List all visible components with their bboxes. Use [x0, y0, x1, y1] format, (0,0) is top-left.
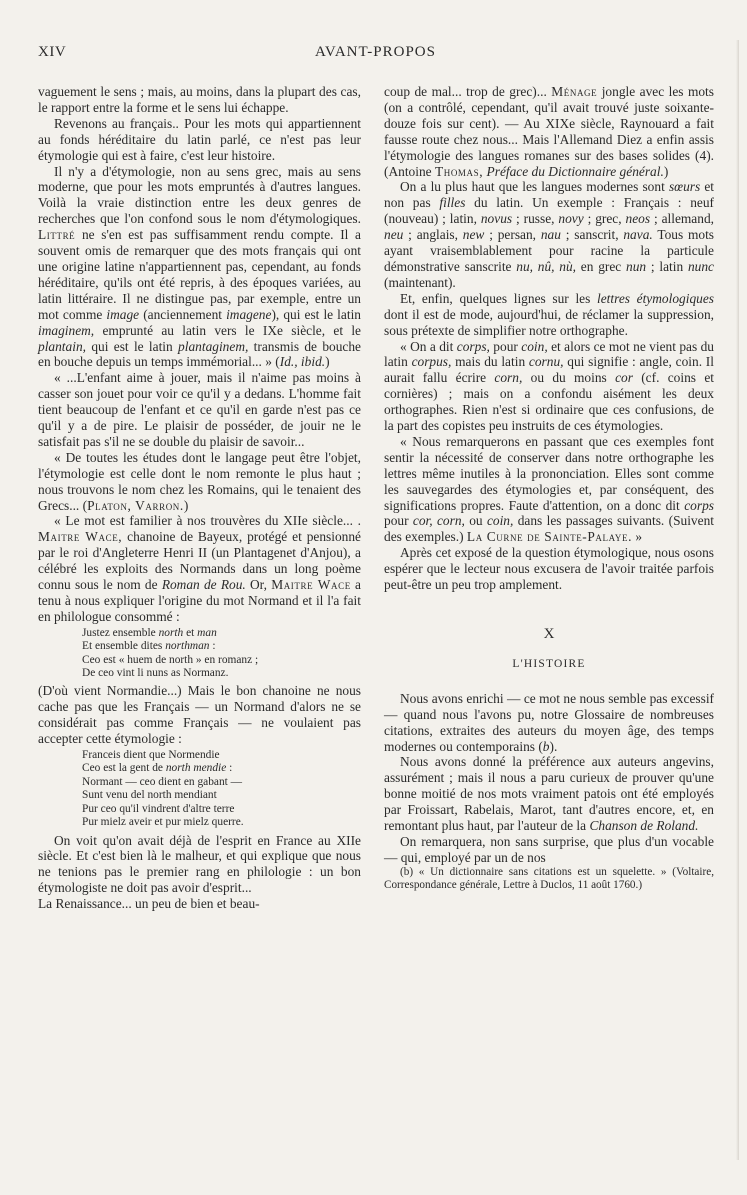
footnote: (b) « Un dictionnaire sans citations est un squelette. » (Voltaire, Correspondance générale, Lettre à Duclos, 11 août 1760.) [384, 865, 714, 891]
paragraph: « Le mot est familier à nos trouvères du XIIe siècle... . Maitre Wace, chanoine de Bayeux, protégé et pensionné par le roi d'Angleterre Henri II (un Plantagenet d'Anjou), a célébré les exploits des Normands dans un long poème connu sous le nom de Roman de Rou. Or, Maitre Wace a tenu à nous expliquer l'origine du mot Normand et il l'a fait en philologue consommé : [38, 513, 362, 624]
verse-quote [38, 627, 361, 681]
paragraph: Revenons au français.. Pour les mots qui appartiennent au fonds héréditaire du latin parlé, ce n'est pas leur étymologie qui est à faire, c'est leur histoire. [38, 115, 361, 163]
left-column [38, 84, 361, 912]
paragraph: On voit qu'on avait déjà de l'esprit en France au XIIe siècle. Et c'est bien là le malheur, et qui explique que nous ne tenions pas le premier rang en philologie : un bon étymologiste ne doit pas avoir d'esprit... [38, 832, 361, 896]
paragraph: Nous avons enrichi — ce mot ne nous semble pas excessif — quand nous l'avons pu, notre Glossaire de nombreuses citations, extraites des auteurs du moyen âge, des temps modernes ou contemporains (b). [384, 690, 714, 754]
paragraph: Après cet exposé de la question étymologique, nous osons espérer que le lecteur nous excusera de l'avoir traitée parfois peut-être un peu trop amplement. [384, 545, 714, 593]
paragraph: Et, enfin, quelques lignes sur les lettres étymologiques dont il est de mode, aujourd'hui, de réclamer la suppression, sous prétexte de simplifier notre orthographe. [384, 290, 714, 338]
paragraph: On a lu plus haut que les langues modernes sont sœurs et non pas filles du latin. Un exemple : Français : neuf (nouveau) ; latin, novus ; russe, novy ; grec, neos ; allemand, neu ; anglais, new ; persan, nau ; sanscrit, nava. Tous mots ayant vraisemblablement pour racine la particule démonstrative sanscrite nu, nû, nù, en grec nun ; latin nunc (maintenant). [384, 179, 715, 290]
paragraph: « De toutes les études dont le langage peut être l'objet, l'étymologie est celle dont le nom remonte le plus haut ; nous trouvons le nom chez les Romains, qui le tenaient des Grecs... (Platon, Varron.) [38, 449, 361, 513]
page-edge-shadow [736, 40, 739, 1160]
paragraph: Nous avons donné la préférence aux auteurs angevins, assurément ; mais il nous a paru curieux de prouver qu'une bonne moitié de nos mots vraiment patois ont été employés par Froissart, Rabelais, Marot, tant d'autres encore, et, en remontant plus haut, par l'auteur de la Chanson de Roland. [384, 754, 714, 834]
verse-line: Ceo est « huem de north » en romanz ; [82, 653, 259, 666]
verse-line: Sunt venu del north mendiant [82, 789, 217, 802]
paragraph: « Nous remarquerons en passant que ces exemples font sentir la nécessité de conserver dans notre orthographe les lettres même inutiles à la prononciation. Elles sont comme les sauvegardes des étymologies et, par conséquent, des significations propres. Faute d'attention, on a donc dit corps pour cor, corn, ou coin, dans les passages suivants. (Suivent des exemples.) La Curne de Sainte-Palaye. » [384, 433, 714, 545]
verse-line: Pur ceo qu'il vindrent d'altre terre [82, 802, 235, 815]
paragraph: coup de mal... trop de grec)... Ménage jongle avec les mots (on a contrôlé, cependant, qu'il avait trouvé juste soixante-douze fois sur cent). — Au XIXe siècle, Raynouard a fait fausse route chez nous... Mais l'Allemand Diez a enfin assis l'étymologie des langues romanes sur des bases solides (4). (Antoine Thomas, Préface du Dictionnaire général.) [384, 84, 714, 179]
section-title: L'HISTOIRE [512, 657, 586, 670]
verse-line: Ceo est la gent de north mendie : [82, 762, 233, 775]
footnote-mark: (b) [400, 865, 414, 878]
verse-line: De ceo vint li nuns as Normanz. [82, 667, 229, 680]
verse-line: Justez ensemble north et man [82, 626, 217, 639]
paragraph: « ...L'enfant aime à jouer, mais il n'aime pas moins à casser son jouet pour voir ce qu'il y a dedans. L'homme fait tient beaucoup de l'enfant et ce qu'il en garde n'est pas ce qu'il y a de pire. Le plaisir de posséder, de jouir ne le satisfait pas s'il ne se double du plaisir de savoir... [38, 370, 361, 449]
paragraph: « On a dit corps, pour coin, et alors ce mot ne vient pas du latin corpus, mais du latin cornu, qui signifie : angle, coin. Il aurait fallu écrire corn, ou du moins cor (cf. coins et cornières) ; mais on a confondu aisément les deux orthographes. Rien n'est si ordinaire que ces confusions, de la part des copistes peu instruits de ces étymologies. [384, 338, 715, 434]
page-number: XIV [38, 44, 67, 60]
section-number: X [543, 626, 555, 642]
paragraph: La Renaissance... un peu de bien et beau- [38, 896, 260, 912]
paragraph: Il n'y a d'étymologie, non au sens grec, mais au sens moderne, que pour les mots empruntés à d'autres langues. Voilà la vraie distinction entre les deux genres de recherches que l'on confond sous le nom d'étymologiques. Littré ne s'en est pas suffisamment rendu compte. Il a souvent omis de remarquer que des mots français qui ont une origine latine n'appartiennent pas, cependant, au fonds héréditaire, qu'ils ont été repris, à des époques variées, au latin littéraire. Il ne distingue pas, par exemple, entre un mot comme image (anciennement imagene), qui est le latin imaginem, emprunté au latin vers le IXe siècle, et le plantain, qui est le latin plantaginem, transmis de bouche en bouche depuis un temps immémorial... » (Id., ibid.) [38, 163, 361, 370]
paragraph: vaguement le sens ; mais, au moins, dans la plupart des cas, le rapport entre la forme et le sens lui échappe. [38, 84, 361, 115]
running-header [38, 44, 713, 66]
verse-line: Franceis dient que Normendie [82, 749, 220, 762]
verse-quote [38, 749, 361, 829]
verse-line: Et ensemble dites northman : [82, 640, 216, 653]
verse-line: Pur mielz aveir et pur mielz querre. [82, 816, 244, 829]
right-column [384, 84, 714, 892]
verse-line: Normant — ceo dient en gabant — [82, 775, 243, 788]
paragraph: (D'où vient Normandie...) Mais le bon chanoine ne nous cache pas que les Français — un Normand d'alors ne se considérait pas comme Français — ne voulaient pas accepter cette étymologie : [38, 683, 361, 747]
paragraph: On remarquera, non sans surprise, que plus d'un vocable — qui, employé par un de nos [384, 833, 714, 865]
author-name: Littré [38, 227, 76, 243]
running-title: AVANT-PROPOS [315, 44, 436, 60]
